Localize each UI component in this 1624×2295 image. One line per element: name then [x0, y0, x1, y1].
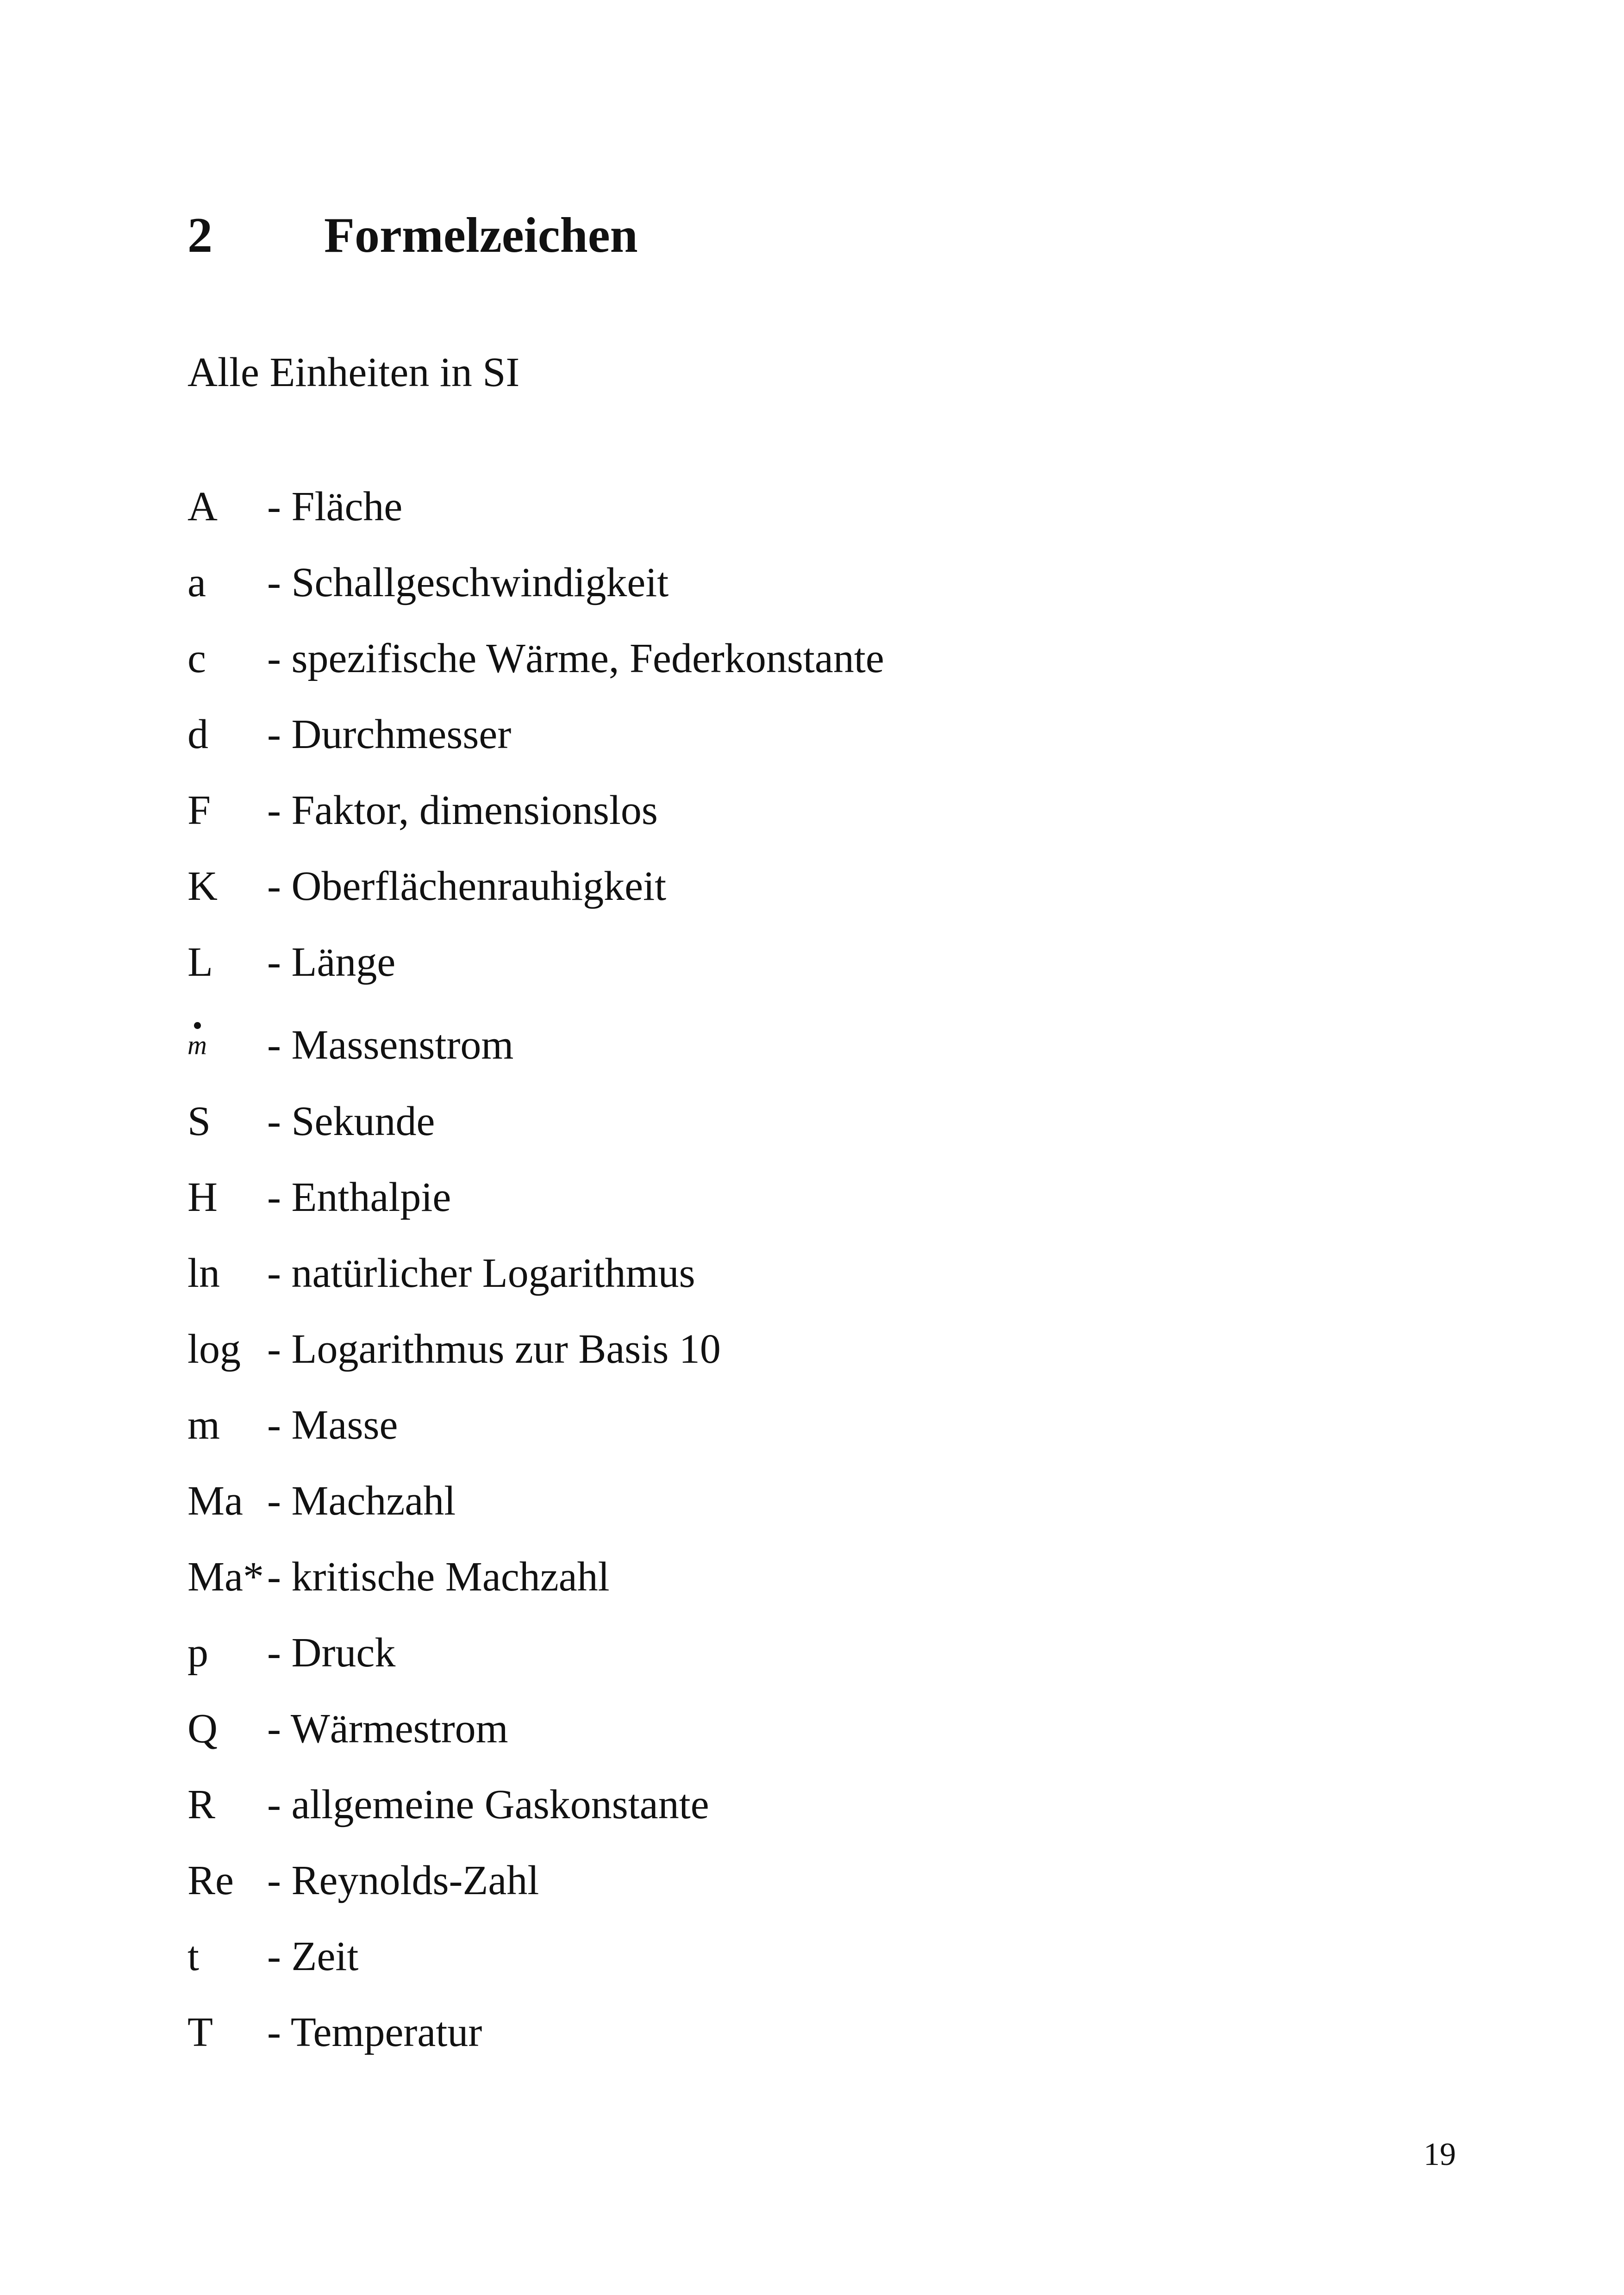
symbol-entry: [187, 1397, 1484, 1453]
symbol-entry: [187, 1170, 1484, 1225]
symbol-entry: [187, 479, 1484, 535]
symbol: Ma: [187, 1478, 243, 1524]
symbol-entry: [187, 555, 1484, 611]
symbol-description: - Reynolds-Zahl: [267, 1858, 539, 1903]
symbol-entry: [187, 631, 1484, 686]
symbol-entry: [187, 1549, 1484, 1605]
symbol: d: [187, 711, 208, 757]
symbol-entry: [187, 1701, 1484, 1757]
symbol: m: [187, 1402, 220, 1448]
symbol: Q: [187, 1706, 218, 1752]
symbol-description: - Logarithmus zur Basis 10: [267, 1326, 721, 1372]
symbol: S: [187, 1098, 211, 1144]
symbol-entry: [187, 1017, 1484, 1073]
dot-accent: [194, 1022, 201, 1029]
section-number: 2: [187, 208, 212, 263]
symbol-description: - Enthalpie: [267, 1174, 451, 1220]
symbol-description: - Masse: [267, 1402, 398, 1448]
symbol-entry: [187, 1094, 1484, 1149]
symbol: F: [187, 787, 211, 833]
symbol: Ma*: [187, 1554, 264, 1600]
symbol: log: [187, 1326, 241, 1372]
section-heading: [187, 208, 638, 263]
symbol-entry: [187, 783, 1484, 838]
symbol-description: - Oberflächenrauhigkeit: [267, 863, 667, 909]
symbol-entry: [187, 2005, 1484, 2060]
intro-text: Alle Einheiten in SI: [187, 349, 520, 395]
symbol-description: - Länge: [267, 939, 396, 985]
symbol-description: - Schallgeschwindigkeit: [267, 560, 669, 605]
symbol-entry: [187, 1625, 1484, 1681]
symbol-entry: [187, 1322, 1484, 1377]
symbol: ln: [187, 1250, 220, 1296]
symbol-description: - Zeit: [267, 1933, 359, 1979]
symbol: Re: [187, 1858, 234, 1903]
symbol-entry: [187, 935, 1484, 990]
symbol-description: - spezifische Wärme, Federkonstante: [267, 636, 884, 681]
symbol: c: [187, 636, 206, 681]
mass-flow-symbol: [187, 1017, 207, 1073]
symbol-entry: [187, 1246, 1484, 1301]
page-number: 19: [1424, 2137, 1456, 2172]
symbol-description: - Massenstrom: [267, 1022, 514, 1068]
symbol: H: [187, 1174, 218, 1220]
symbol: m: [187, 1030, 207, 1060]
symbol: L: [187, 939, 213, 985]
symbol: p: [187, 1630, 208, 1676]
symbol-entry: [187, 1473, 1484, 1529]
section-title: Formelzeichen: [324, 208, 638, 263]
symbol: K: [187, 863, 218, 909]
symbol-description: - Faktor, dimensionslos: [267, 787, 658, 833]
symbol: R: [187, 1782, 216, 1827]
symbol-description: - kritische Machzahl: [267, 1554, 610, 1600]
symbol: t: [187, 1933, 200, 1979]
symbol-description: - Sekunde: [267, 1098, 435, 1144]
symbol: T: [187, 2009, 213, 2055]
symbol-description: - Druck: [267, 1630, 396, 1676]
symbol-description: - Durchmesser: [267, 711, 512, 757]
symbol-entry: [187, 1853, 1484, 1908]
symbol: A: [187, 484, 218, 530]
symbol-description: - Fläche: [267, 484, 403, 530]
symbol-entry: [187, 1929, 1484, 1984]
symbol: a: [187, 560, 206, 605]
symbol-description: - natürlicher Logarithmus: [267, 1250, 695, 1296]
symbol-description: - Machzahl: [267, 1478, 456, 1524]
symbol-description: - allgemeine Gaskonstante: [267, 1782, 709, 1827]
symbol-entry: [187, 859, 1484, 914]
symbol-description: - Temperatur: [267, 2009, 482, 2055]
symbol-entry: [187, 707, 1484, 762]
symbol-description: - Wärmestrom: [267, 1706, 508, 1752]
symbol-entry: [187, 1777, 1484, 1833]
